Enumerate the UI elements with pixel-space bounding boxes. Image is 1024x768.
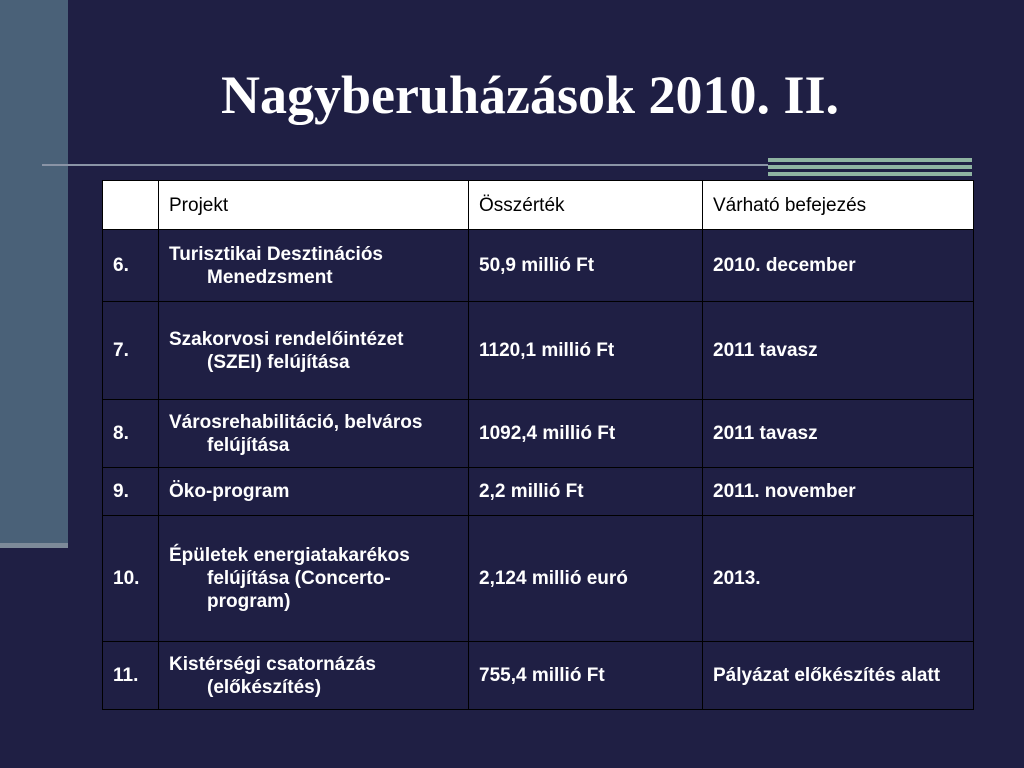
project-name: Turisztikai Desztinációs Menedzsment <box>169 243 383 288</box>
row-completion <box>703 642 974 710</box>
row-number: 11. <box>103 642 159 710</box>
row-number: 8. <box>103 400 159 468</box>
row-value: 1120,1 millió Ft <box>469 302 703 400</box>
header-completion: Várható befejezés <box>703 181 974 230</box>
project-name: Épületek energiatakarékos felújítása (Concerto-program) <box>169 545 410 612</box>
row-completion: 2011 tavasz <box>703 302 974 400</box>
table-row <box>103 400 974 468</box>
row-number: 6. <box>103 230 159 302</box>
row-completion: 2011. november <box>703 468 974 516</box>
row-project <box>159 302 469 400</box>
side-decor-bar <box>0 0 68 548</box>
table-row <box>103 230 974 302</box>
row-value: 50,9 millió Ft <box>469 230 703 302</box>
table-row <box>103 642 974 710</box>
side-decor-bar-edge <box>0 543 68 548</box>
row-number: 7. <box>103 302 159 400</box>
table-row <box>103 516 974 642</box>
row-number: 9. <box>103 468 159 516</box>
row-project <box>159 400 469 468</box>
header-num <box>103 181 159 230</box>
investments-table <box>102 180 974 710</box>
row-completion: 2010. december <box>703 230 974 302</box>
divider-stripe-block <box>768 158 972 178</box>
row-value: 1092,4 millió Ft <box>469 400 703 468</box>
row-project <box>159 642 469 710</box>
row-project <box>159 468 469 516</box>
row-completion: 2013. <box>703 516 974 642</box>
completion-text: Pályázat előkészítés alatt <box>713 665 941 686</box>
slide-title: Nagyberuházások 2010. II. <box>220 65 840 125</box>
table-header-row <box>103 181 974 230</box>
project-name: Öko-program <box>169 481 290 502</box>
header-value: Összérték <box>469 181 703 230</box>
row-project <box>159 516 469 642</box>
table-row <box>103 468 974 516</box>
project-name: Kistérségi csatornázás (előkészítés) <box>169 653 376 698</box>
row-completion: 2011 tavasz <box>703 400 974 468</box>
table-row <box>103 302 974 400</box>
row-project <box>159 230 469 302</box>
header-project: Projekt <box>159 181 469 230</box>
row-value: 2,2 millió Ft <box>469 468 703 516</box>
row-number: 10. <box>103 516 159 642</box>
project-name: Szakorvosi rendelőintézet (SZEI) felújítása <box>169 328 404 373</box>
row-value: 2,124 millió euró <box>469 516 703 642</box>
project-name: Városrehabilitáció, belváros felújítása <box>169 411 423 456</box>
row-value: 755,4 millió Ft <box>469 642 703 710</box>
